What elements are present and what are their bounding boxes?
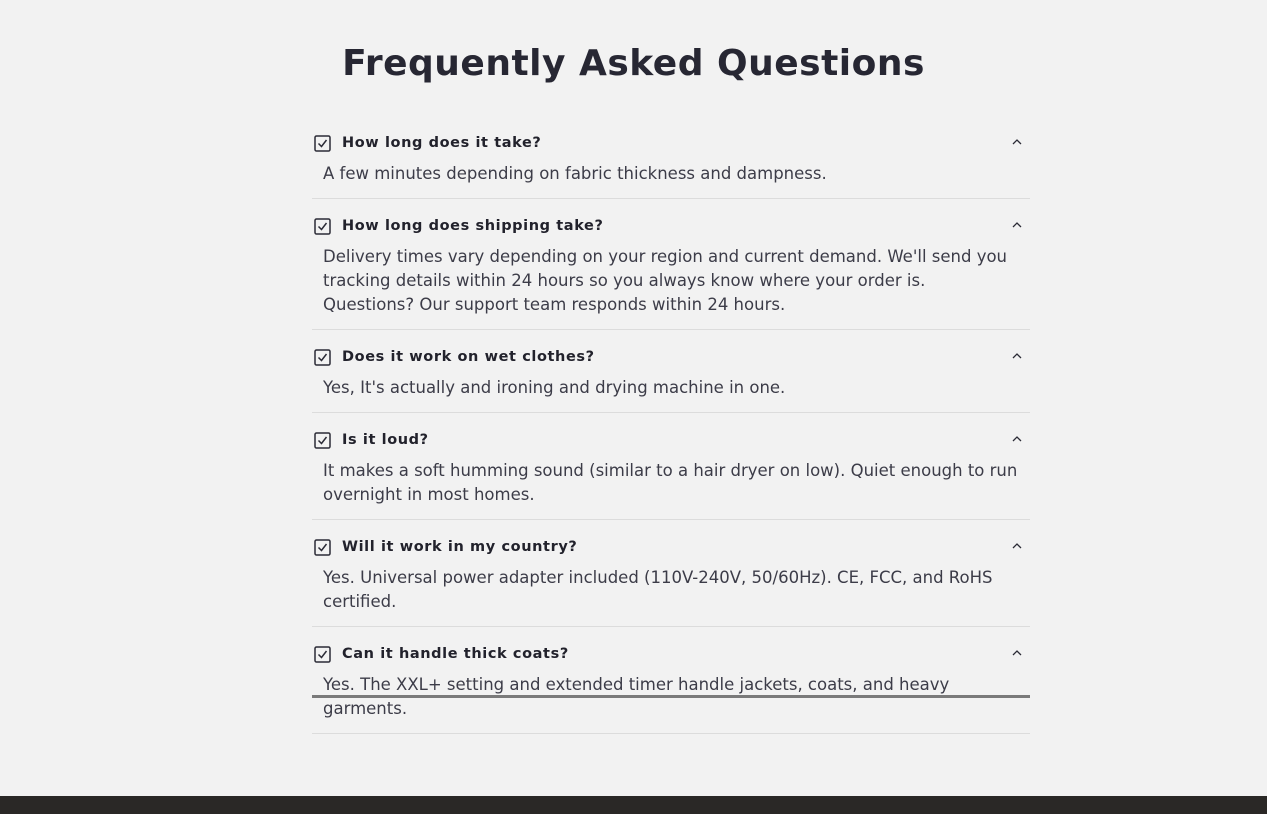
faq-item: [312, 627, 1030, 734]
faq-question-toggle[interactable]: [312, 413, 1030, 467]
faq-question-toggle[interactable]: [312, 116, 1030, 170]
active-item-underline: [312, 695, 1030, 698]
faq-item: [312, 116, 1030, 199]
faq-question-label: How long does shipping take?: [342, 218, 604, 234]
faq-question-toggle[interactable]: [312, 520, 1030, 574]
faq-question-label: Can it handle thick coats?: [342, 646, 569, 662]
faq-answer: A few minutes depending on fabric thickness and dampness.: [323, 164, 827, 183]
checkbox-checked-icon: [314, 135, 331, 152]
faq-list: [312, 116, 1030, 734]
chevron-up-icon[interactable]: [1011, 433, 1023, 445]
chevron-up-icon[interactable]: [1011, 350, 1023, 362]
checkbox-checked-icon: [314, 539, 331, 556]
faq-question-label: Is it loud?: [342, 432, 429, 448]
faq-question-toggle[interactable]: [312, 627, 1030, 681]
faq-question-label: How long does it take?: [342, 135, 542, 151]
faq-question-toggle[interactable]: [312, 199, 1030, 253]
checkbox-checked-icon: [314, 432, 331, 449]
page-title: Frequently Asked Questions: [342, 43, 925, 84]
chevron-up-icon[interactable]: [1011, 219, 1023, 231]
faq-answer: Yes, It's actually and ironing and drying machine in one.: [323, 378, 786, 397]
checkbox-checked-icon: [314, 218, 331, 235]
faq-item: [312, 199, 1030, 330]
faq-question-label: Will it work in my country?: [342, 539, 578, 555]
faq-item: [312, 520, 1030, 627]
chevron-up-icon[interactable]: [1011, 540, 1023, 552]
faq-item: [312, 330, 1030, 413]
checkbox-checked-icon: [314, 646, 331, 663]
faq-answer: Yes. The XXL+ setting and extended timer handle jackets, coats, and heavy garments.: [323, 675, 950, 718]
faq-answer: Yes. Universal power adapter included (110V-240V, 50/60Hz). CE, FCC, and RoHS certified.: [323, 568, 993, 611]
faq-answer: Delivery times vary depending on your region and current demand. We'll send you tracking details within 24 hours so you always know where your order is. Questions? Our support team responds within 24 hours.: [323, 247, 1008, 314]
footer-bar: [0, 796, 1267, 814]
faq-question-label: Does it work on wet clothes?: [342, 349, 595, 365]
faq-answer: It makes a soft humming sound (similar to a hair dryer on low). Quiet enough to run overnight in most homes.: [323, 461, 1018, 504]
checkbox-checked-icon: [314, 349, 331, 366]
chevron-up-icon[interactable]: [1011, 136, 1023, 148]
faq-item: [312, 413, 1030, 520]
chevron-up-icon[interactable]: [1011, 647, 1023, 659]
faq-question-toggle[interactable]: [312, 330, 1030, 384]
